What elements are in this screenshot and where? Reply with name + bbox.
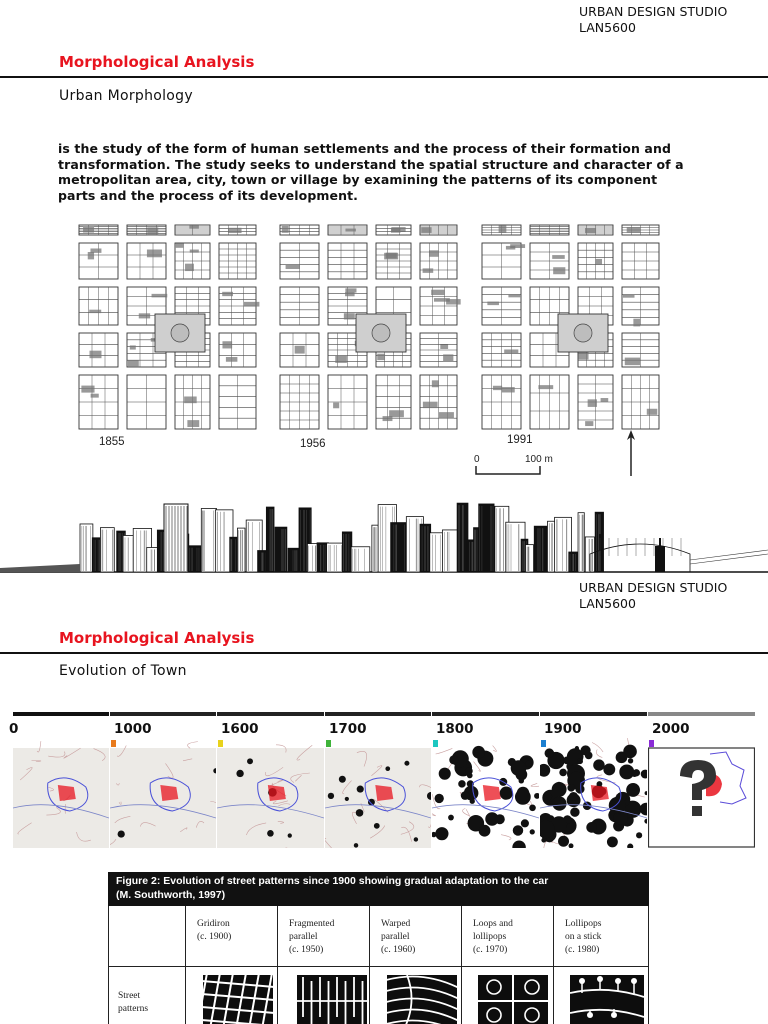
column-header-line: parallel [289,932,318,942]
course-code: LAN5600 [579,596,636,611]
timeline-year-label: 1700 [329,721,367,737]
column-header-line: Fragmented [289,919,335,929]
studio-header-2 [579,580,727,612]
figure-ground-maps [70,218,670,483]
timeline-year-label: 1900 [544,721,582,737]
lollipops-on-stick-pattern [570,975,644,1024]
column-lollipops-on-stick [553,906,649,1024]
scale-bar [474,464,544,476]
timeline-panel-2000 [648,712,755,848]
town-evolution-timeline [9,712,755,850]
column-header [565,918,601,957]
column-header-line: (c. 1970) [473,945,508,955]
column-warped-parallel [369,906,461,1024]
timeline-panel-1600 [217,712,324,848]
studio-name: URBAN DESIGN STUDIO [579,4,728,19]
column-loops-lollipops [461,906,553,1024]
column-header [289,918,334,957]
timeline-year-label: 1000 [114,721,152,737]
map-1956 [276,222,462,434]
timeline-panel-0 [9,712,109,848]
title-divider [0,76,768,78]
column-gridiron [185,906,277,1024]
column-header-line: on a stick [565,932,602,942]
loops-lollipops-pattern [478,975,548,1024]
column-header-line: parallel [381,932,410,942]
scale-end-label: 100 m [525,454,553,465]
course-code: LAN5600 [579,20,636,35]
map-year-label: 1956 [300,438,326,450]
map-year-label: 1855 [99,436,125,448]
timeline-panel-1000 [110,712,216,848]
timeline-panel-1700 [325,712,431,848]
definition-paragraph: is the study of the form of human settlements and the process of their formation and transformation. The study seeks to understand the spatial structure and character of a metropolitan area, city, town or village by examining the patterns of its component parts and the process of its development. [58,141,684,204]
page-title: Morphological Analysis [59,53,255,71]
street-pattern-table [108,906,649,1024]
street-pattern-figure [108,872,649,1024]
scale-start-label: 0 [474,454,480,465]
column-header-line: Loops and [473,919,513,929]
gridiron-pattern [203,975,273,1024]
studio-name: URBAN DESIGN STUDIO [579,580,728,595]
timeline-year-label: 2000 [652,721,690,737]
figure-caption-line: Figure 2: Evolution of street patterns since 1900 showing gradual adaptation to the car [116,875,549,887]
studio-header-1 [579,4,727,36]
column-header-line: Lollipops [565,919,602,929]
map-1855 [75,222,261,434]
column-header-line: lollipops [473,932,507,942]
column-header [197,918,231,944]
fragmented-parallel-pattern [297,975,367,1024]
column-header [381,918,415,957]
warped-parallel-pattern [387,975,457,1024]
column-header-line: (c. 1900) [197,932,232,942]
map-1991 [478,222,664,434]
row-label-street-patterns [118,990,148,1016]
column-header-line: Warped [381,919,411,929]
figure-caption [108,872,649,906]
column-header-line: (c. 1950) [289,945,324,955]
column-header-line: (c. 1960) [381,945,416,955]
section-subtitle: Evolution of Town [59,663,187,679]
row-label-line: patterns [118,1004,149,1014]
timeline-year-label: 1600 [221,721,259,737]
title-divider [0,652,768,654]
page-title: Morphological Analysis [59,629,255,647]
timeline-year-label: 0 [9,721,19,737]
row-label-line: Street [118,991,141,1001]
column-header-line: (c. 1980) [565,945,600,955]
timeline-year-label: 1800 [436,721,474,737]
city-skyline-illustration [0,494,768,578]
figure-caption-line: (M. Southworth, 1997) [116,889,226,901]
column-header-line: Gridiron [197,919,230,929]
column-fragmented-parallel [277,906,369,1024]
timeline-panel-1900 [540,712,647,848]
map-year-label: 1991 [507,434,533,446]
north-arrow-icon [624,428,638,478]
column-header [473,918,513,957]
section-subtitle: Urban Morphology [59,88,193,104]
timeline-panel-1800 [432,712,539,848]
